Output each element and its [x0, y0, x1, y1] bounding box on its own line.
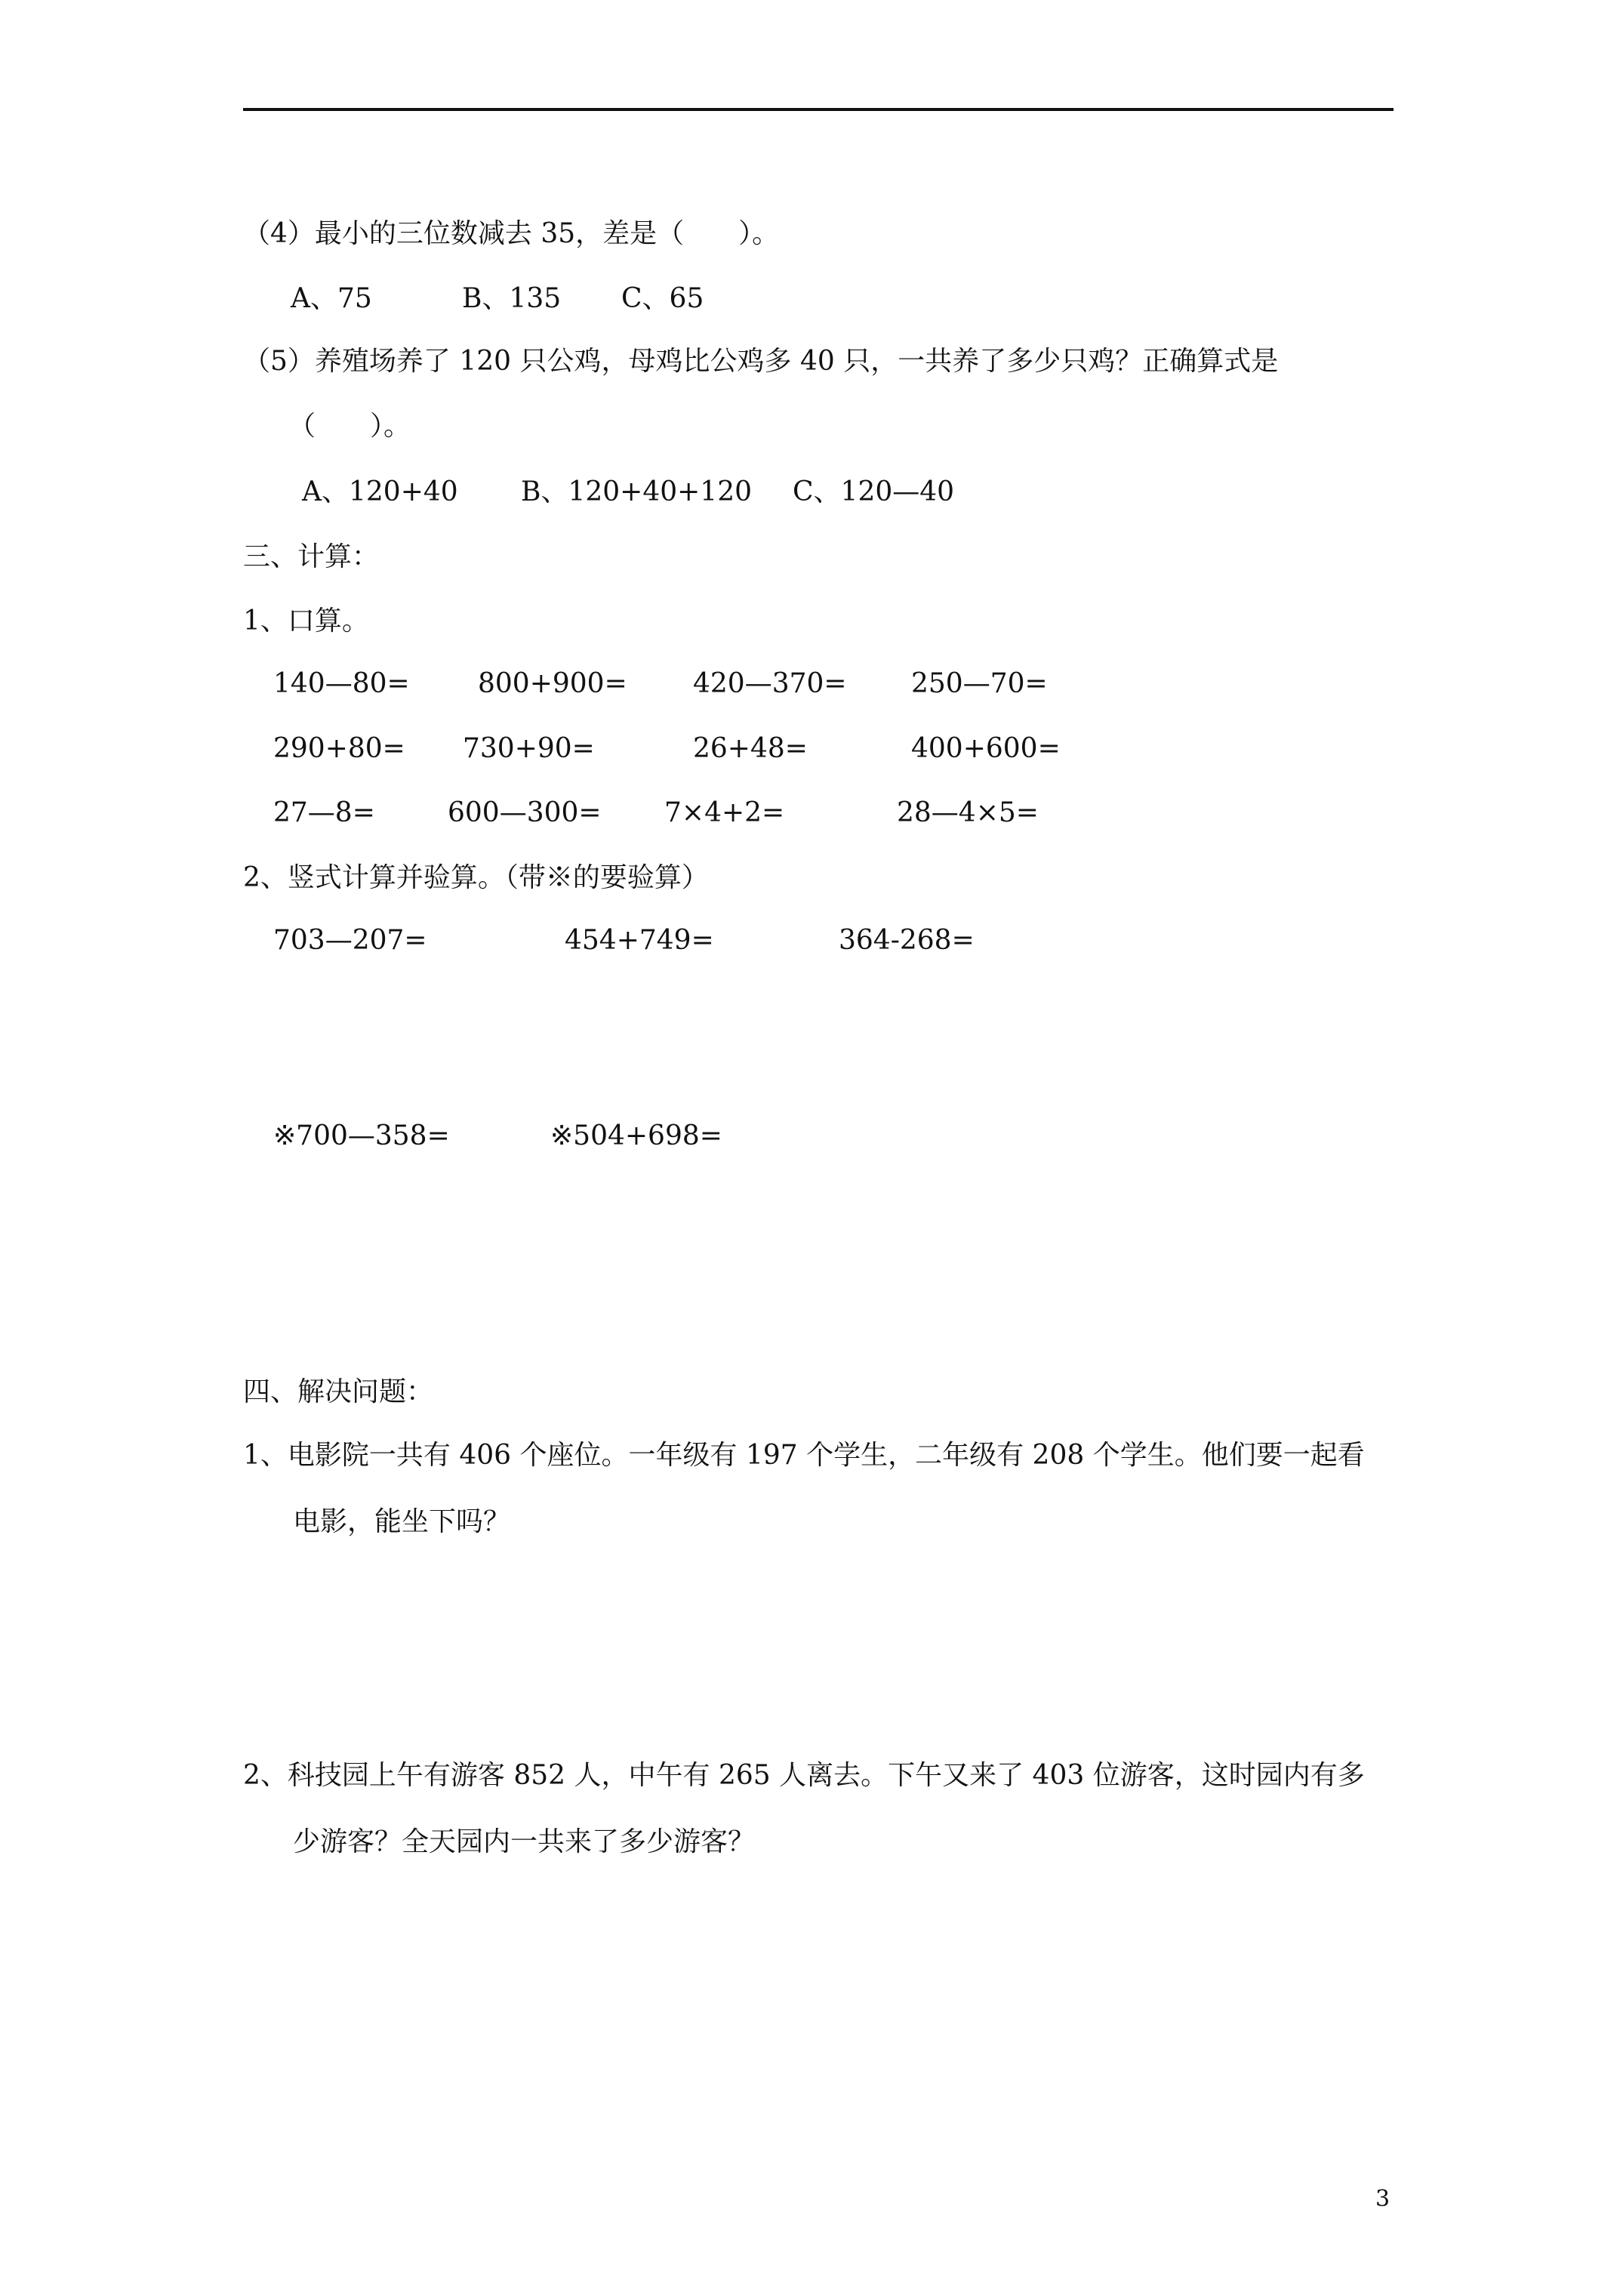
- vertical-item: ※700—358=: [273, 1120, 450, 1151]
- q4-option-b: B、135: [462, 283, 562, 314]
- q5-option-c: C、120—40: [793, 476, 955, 507]
- q5-option-b: B、120+40+120: [521, 476, 753, 507]
- oral-item: 250—70=: [911, 668, 1048, 699]
- oral-item: 7×4+2=: [664, 797, 785, 828]
- header-rule: [243, 108, 1394, 111]
- vertical-calc-title: 2、竖式计算并验算。（带※的要验算）: [243, 862, 709, 893]
- problem2-line2: 少游客？全天园内一共来了多少游客？: [293, 1826, 756, 1857]
- problem1-line2: 电影，能坐下吗？: [293, 1506, 511, 1537]
- oral-item: 140—80=: [273, 668, 410, 699]
- oral-item: 730+90=: [463, 733, 595, 764]
- q4-stem: （4）最小的三位数减去 35，差是（ ）。: [243, 218, 780, 249]
- oral-item: 400+600=: [911, 733, 1061, 764]
- problem1-line1: 1、电影院一共有 406 个座位。一年级有 197 个学生，二年级有 208 个学生。他们要一起看: [243, 1440, 1365, 1471]
- vertical-item: 454+749=: [565, 925, 714, 956]
- oral-item: 420—370=: [693, 668, 847, 699]
- problem2-line1: 2、科技园上午有游客 852 人，中午有 265 人离去。下午又来了 403 位游客，这时园内有多: [243, 1760, 1365, 1791]
- vertical-item: ※504+698=: [550, 1120, 722, 1151]
- oral-item: 800+900=: [478, 668, 627, 699]
- section4-title: 四、解决问题：: [243, 1376, 434, 1407]
- q4-option-a: A、75: [291, 283, 372, 314]
- oral-item: 26+48=: [693, 733, 808, 764]
- oral-calc-title: 1、口算。: [243, 606, 369, 636]
- q4-option-c: C、65: [621, 283, 704, 314]
- oral-item: 290+80=: [273, 733, 405, 764]
- vertical-item: 703—207=: [273, 925, 427, 956]
- section3-title: 三、计算：: [243, 541, 380, 572]
- page-number: 3: [1375, 2186, 1390, 2212]
- q5-stem-line2: （ ）。: [288, 411, 411, 442]
- q5-option-a: A、120+40: [302, 476, 458, 507]
- q5-stem-line1: （5）养殖场养了 120 只公鸡，母鸡比公鸡多 40 只，一共养了多少只鸡？正确算式是: [243, 346, 1279, 377]
- oral-item: 27—8=: [273, 797, 375, 828]
- oral-item: 600—300=: [448, 797, 602, 828]
- vertical-item: 364-268=: [839, 925, 975, 956]
- oral-item: 28—4×5=: [897, 797, 1039, 828]
